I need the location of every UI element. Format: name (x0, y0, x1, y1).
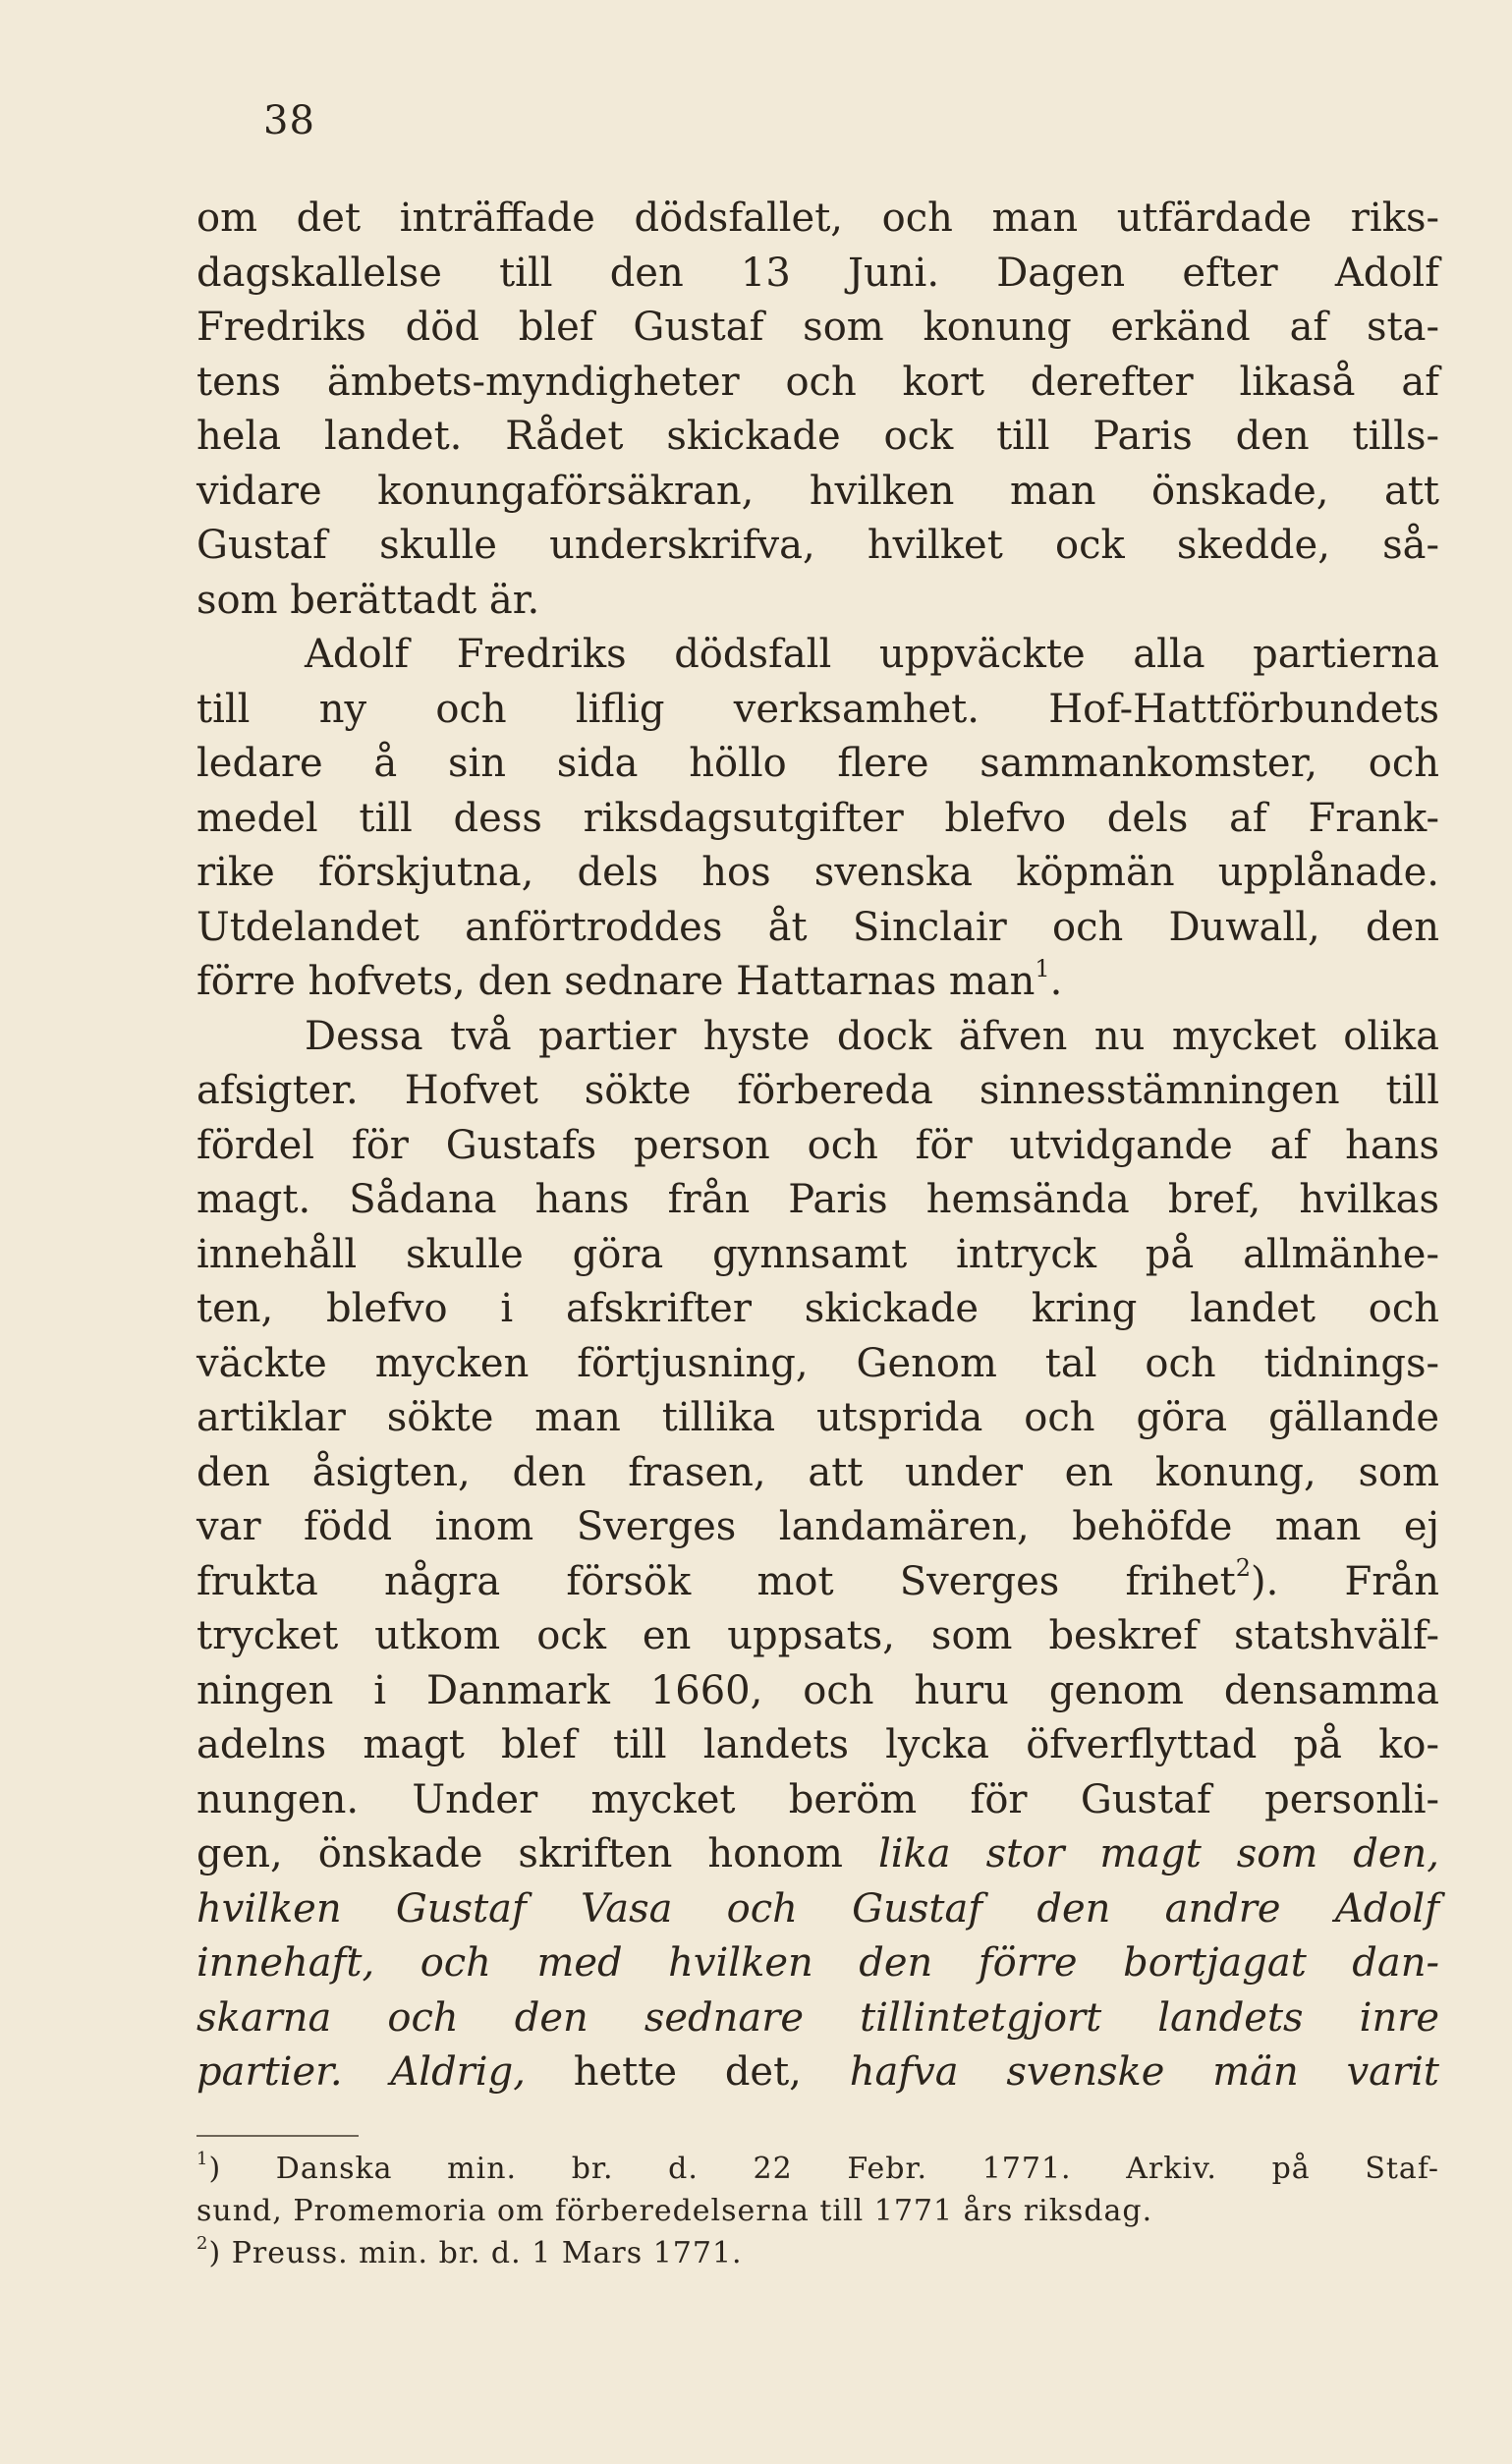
footnote-text: ) Preuss. min. br. d. 1 Mars 1771. (208, 2236, 743, 2270)
footnote-mark: 2 (196, 2233, 209, 2254)
text-line: ningen i Danmark 1660, och huru genom densamma (196, 1667, 1439, 1713)
text-line: den åsigten, den frasen, att under en konung, som (196, 1449, 1439, 1495)
text-line: var född inom Sverges landamären, behöfde man ej (196, 1504, 1439, 1549)
text-line: artiklar sökte man tillika utsprida och göra gällande (196, 1395, 1439, 1440)
footnotes (196, 2148, 1439, 2274)
text-fragment: hette det, (573, 2049, 802, 2095)
text-line: dagskallelse till den 13 Juni. Dagen efter Adolf (196, 250, 1439, 296)
text-line: vidare konungaförsäkran, hvilken man önskade, att (196, 468, 1439, 514)
text-fragment: gen, önskade skriften honom (196, 1831, 843, 1876)
text-fragment: ). Från (1251, 1558, 1439, 1604)
text-fragment: förre hofvets, den sednare Hattarnas man (196, 959, 1036, 1004)
text-line: medel till dess riksdagsutgifter blefvo dels af Frank- (196, 795, 1439, 841)
italic-text: innehaft, och med hvilken den förre bortjagat dan- (196, 1940, 1439, 1986)
text-line: magt. Sådana hans från Paris hemsända bref, hvilkas (196, 1177, 1439, 1222)
text-line: innehåll skulle göra gynnsamt intryck på allmänhe- (196, 1231, 1439, 1277)
text-line (196, 955, 1439, 1010)
footnote-mark: 1 (196, 2149, 209, 2169)
text-line: som berättadt är. (196, 577, 540, 623)
italic-text: skarna och den sednare tillintetgjort landets inre (196, 1994, 1439, 2041)
text-fragment: . (1049, 959, 1063, 1004)
text-line: Adolf Fredriks dödsfall uppväckte alla partierna (305, 632, 1439, 677)
text-line: Dessa två partier hyste dock äfven nu mycket olika (305, 1013, 1439, 1059)
italic-text: partier. (196, 2049, 343, 2095)
text-line: adelns magt blef till landets lycka öfverflyttad på ko- (196, 1722, 1439, 1767)
italic-text: hvilken Gustaf Vasa och Gustaf den andre Adolf (196, 1885, 1439, 1932)
footnote (196, 2232, 1439, 2274)
page-number: 38 (263, 98, 315, 143)
text-line: trycket utkom ock en uppsats, som beskref statshvälf- (196, 1613, 1439, 1658)
text-fragment: frukta några försök mot Sverges frihet (196, 1558, 1236, 1604)
body-text (196, 192, 1439, 2100)
text-line (196, 1882, 1439, 1937)
text-line: om det inträffade dödsfallet, och man utfärdade riks- (196, 196, 1439, 241)
text-line: rike förskjutna, dels hos svenska köpmän upplånade. (196, 850, 1439, 895)
text-line (196, 1936, 1439, 1991)
footnote-continuation: sund, Promemoria om förberedelserna till 1771 års riksdag. (196, 2194, 1153, 2228)
text-line: ledare å sin sida höllo flere sammankomster, och (196, 741, 1439, 786)
text-line: väckte mycken förtjusning, Genom tal och tidnings- (196, 1340, 1439, 1386)
italic-text: hafva svenske män varit (849, 2049, 1439, 2095)
footnote-separator (196, 2135, 359, 2137)
text-line: Fredriks död blef Gustaf som konung erkänd af sta- (196, 305, 1439, 350)
text-line: fördel för Gustafs person och för utvidgande af hans (196, 1122, 1439, 1168)
text-line (196, 2045, 1439, 2100)
italic-text: Aldrig, (390, 2049, 526, 2095)
text-line (196, 1827, 1439, 1882)
text-line: till ny och liflig verksamhet. Hof-Hattförbundets (196, 686, 1439, 732)
text-line: ten, blefvo i afskrifter skickade kring landet och (196, 1286, 1439, 1331)
text-line (196, 1555, 1439, 1610)
text-line (196, 1991, 1439, 2046)
text-line: nungen. Under mycket beröm för Gustaf personli- (196, 1776, 1439, 1822)
text-line: Utdelandet anförtroddes åt Sinclair och Duwall, den (196, 904, 1439, 950)
footnote-text: ) Danska min. br. d. 22 Febr. 1771. Arkiv. på Staf- (208, 2152, 1439, 2186)
text-line: hela landet. Rådet skickade ock till Paris den tills- (196, 414, 1439, 459)
text-line: afsigter. Hofvet sökte förbereda sinnesstämningen till (196, 1068, 1439, 1113)
text-line: Gustaf skulle underskrifva, hvilket ock skedde, så- (196, 523, 1439, 568)
italic-text: lika stor magt som den, (877, 1831, 1439, 1876)
footnote-ref: 2 (1235, 1554, 1251, 1583)
text-line: tens ämbets-myndigheter och kort derefter likaså af (196, 359, 1439, 405)
footnote-ref: 1 (1035, 954, 1050, 982)
footnote (196, 2148, 1439, 2190)
